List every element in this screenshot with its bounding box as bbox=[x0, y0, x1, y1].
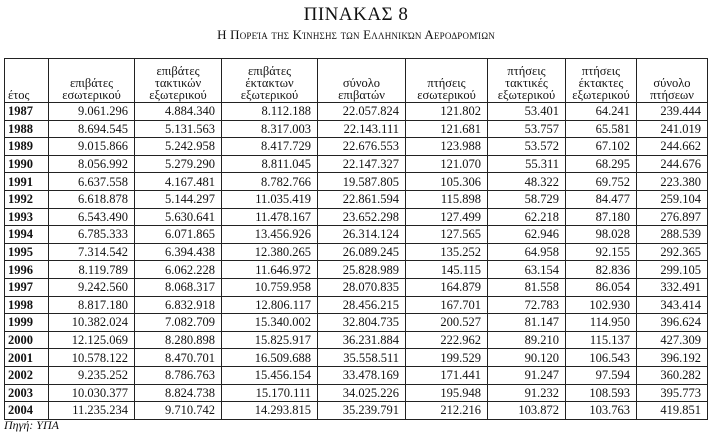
value-cell: 419.851 bbox=[637, 402, 708, 420]
value-cell: 8.470.701 bbox=[135, 349, 222, 367]
year-cell: 1993 bbox=[5, 208, 49, 226]
value-cell: 33.478.169 bbox=[318, 366, 406, 384]
value-cell: 6.394.438 bbox=[135, 243, 222, 261]
column-header: επιβάτες τακτικών εξωτερικού bbox=[135, 59, 222, 103]
value-cell: 10.030.377 bbox=[49, 384, 135, 402]
value-cell: 244.676 bbox=[637, 155, 708, 173]
value-cell: 64.958 bbox=[488, 243, 566, 261]
value-cell: 25.828.989 bbox=[318, 261, 406, 279]
value-cell: 11.478.167 bbox=[222, 208, 318, 226]
year-cell: 2004 bbox=[5, 402, 49, 420]
table-row bbox=[5, 261, 708, 279]
value-cell: 34.025.226 bbox=[318, 384, 406, 402]
column-header: πτήσεις τακτικές εξωτερικού bbox=[488, 59, 566, 103]
value-cell: 6.543.490 bbox=[49, 208, 135, 226]
value-cell: 84.477 bbox=[566, 190, 637, 208]
value-cell: 16.509.688 bbox=[222, 349, 318, 367]
column-header: σύνολο πτήσεων bbox=[637, 59, 708, 103]
value-cell: 299.105 bbox=[637, 261, 708, 279]
year-cell: 2001 bbox=[5, 349, 49, 367]
value-cell: 288.539 bbox=[637, 226, 708, 244]
value-cell: 5.144.297 bbox=[135, 190, 222, 208]
value-cell: 8.786.763 bbox=[135, 366, 222, 384]
value-cell: 82.836 bbox=[566, 261, 637, 279]
value-cell: 343.414 bbox=[637, 296, 708, 314]
value-cell: 97.594 bbox=[566, 366, 637, 384]
value-cell: 64.241 bbox=[566, 103, 637, 121]
value-cell: 22.143.111 bbox=[318, 120, 406, 138]
value-cell: 81.147 bbox=[488, 314, 566, 332]
table-row bbox=[5, 384, 708, 402]
table-row bbox=[5, 402, 708, 420]
value-cell: 259.104 bbox=[637, 190, 708, 208]
table-row bbox=[5, 155, 708, 173]
table-row bbox=[5, 296, 708, 314]
value-cell: 55.311 bbox=[488, 155, 566, 173]
value-cell: 15.340.002 bbox=[222, 314, 318, 332]
table-row bbox=[5, 314, 708, 332]
column-header: επιβάτες εσωτερικού bbox=[49, 59, 135, 103]
value-cell: 12.380.265 bbox=[222, 243, 318, 261]
value-cell: 14.293.815 bbox=[222, 402, 318, 420]
value-cell: 91.247 bbox=[488, 366, 566, 384]
value-cell: 108.593 bbox=[566, 384, 637, 402]
value-cell: 332.491 bbox=[637, 278, 708, 296]
value-cell: 11.235.234 bbox=[49, 402, 135, 420]
table-row bbox=[5, 173, 708, 191]
value-cell: 8.417.729 bbox=[222, 138, 318, 156]
value-cell: 86.054 bbox=[566, 278, 637, 296]
value-cell: 103.872 bbox=[488, 402, 566, 420]
value-cell: 35.558.511 bbox=[318, 349, 406, 367]
column-header: σύνολο επιβατών bbox=[318, 59, 406, 103]
value-cell: 360.282 bbox=[637, 366, 708, 384]
value-cell: 68.295 bbox=[566, 155, 637, 173]
value-cell: 28.070.835 bbox=[318, 278, 406, 296]
table-title: ΠΙΝΑΚΑΣ 8 bbox=[303, 4, 409, 25]
value-cell: 239.444 bbox=[637, 103, 708, 121]
value-cell: 22.147.327 bbox=[318, 155, 406, 173]
year-cell: 1989 bbox=[5, 138, 49, 156]
table-header-row bbox=[5, 59, 708, 103]
value-cell: 8.317.003 bbox=[222, 120, 318, 138]
column-header: επιβάτες έκτακτων εξωτερικού bbox=[222, 59, 318, 103]
value-cell: 195.948 bbox=[406, 384, 488, 402]
value-cell: 62.218 bbox=[488, 208, 566, 226]
value-cell: 114.950 bbox=[566, 314, 637, 332]
value-cell: 26.089.245 bbox=[318, 243, 406, 261]
value-cell: 244.662 bbox=[637, 138, 708, 156]
value-cell: 127.565 bbox=[406, 226, 488, 244]
value-cell: 72.783 bbox=[488, 296, 566, 314]
value-cell: 115.898 bbox=[406, 190, 488, 208]
value-cell: 7.082.709 bbox=[135, 314, 222, 332]
value-cell: 63.154 bbox=[488, 261, 566, 279]
value-cell: 15.456.154 bbox=[222, 366, 318, 384]
column-header: έτος bbox=[5, 59, 49, 103]
value-cell: 91.232 bbox=[488, 384, 566, 402]
value-cell: 9.235.252 bbox=[49, 366, 135, 384]
data-table bbox=[4, 58, 708, 420]
year-cell: 1991 bbox=[5, 173, 49, 191]
value-cell: 15.170.111 bbox=[222, 384, 318, 402]
value-cell: 164.879 bbox=[406, 278, 488, 296]
value-cell: 102.930 bbox=[566, 296, 637, 314]
value-cell: 10.578.122 bbox=[49, 349, 135, 367]
value-cell: 11.035.419 bbox=[222, 190, 318, 208]
value-cell: 171.441 bbox=[406, 366, 488, 384]
table-row bbox=[5, 103, 708, 121]
value-cell: 167.701 bbox=[406, 296, 488, 314]
value-cell: 6.062.228 bbox=[135, 261, 222, 279]
value-cell: 36.231.884 bbox=[318, 331, 406, 349]
value-cell: 6.618.878 bbox=[49, 190, 135, 208]
value-cell: 9.015.866 bbox=[49, 138, 135, 156]
year-cell: 1994 bbox=[5, 226, 49, 244]
value-cell: 5.630.641 bbox=[135, 208, 222, 226]
value-cell: 11.646.972 bbox=[222, 261, 318, 279]
table-row bbox=[5, 120, 708, 138]
value-cell: 200.527 bbox=[406, 314, 488, 332]
value-cell: 9.061.296 bbox=[49, 103, 135, 121]
year-cell: 2000 bbox=[5, 331, 49, 349]
value-cell: 10.382.024 bbox=[49, 314, 135, 332]
value-cell: 53.401 bbox=[488, 103, 566, 121]
value-cell: 12.125.069 bbox=[49, 331, 135, 349]
year-cell: 2003 bbox=[5, 384, 49, 402]
value-cell: 106.543 bbox=[566, 349, 637, 367]
year-cell: 1990 bbox=[5, 155, 49, 173]
year-cell: 1987 bbox=[5, 103, 49, 121]
table-row bbox=[5, 331, 708, 349]
value-cell: 26.314.124 bbox=[318, 226, 406, 244]
value-cell: 8.824.738 bbox=[135, 384, 222, 402]
table-row bbox=[5, 278, 708, 296]
value-cell: 395.773 bbox=[637, 384, 708, 402]
value-cell: 292.365 bbox=[637, 243, 708, 261]
value-cell: 105.306 bbox=[406, 173, 488, 191]
table-row bbox=[5, 138, 708, 156]
value-cell: 123.988 bbox=[406, 138, 488, 156]
value-cell: 8.056.992 bbox=[49, 155, 135, 173]
value-cell: 5.242.958 bbox=[135, 138, 222, 156]
value-cell: 223.380 bbox=[637, 173, 708, 191]
value-cell: 90.120 bbox=[488, 349, 566, 367]
year-cell: 1998 bbox=[5, 296, 49, 314]
value-cell: 8.119.789 bbox=[49, 261, 135, 279]
value-cell: 4.167.481 bbox=[135, 173, 222, 191]
value-cell: 69.752 bbox=[566, 173, 637, 191]
value-cell: 89.210 bbox=[488, 331, 566, 349]
value-cell: 396.624 bbox=[637, 314, 708, 332]
value-cell: 212.216 bbox=[406, 402, 488, 420]
year-cell: 1988 bbox=[5, 120, 49, 138]
value-cell: 53.572 bbox=[488, 138, 566, 156]
value-cell: 53.757 bbox=[488, 120, 566, 138]
value-cell: 8.817.180 bbox=[49, 296, 135, 314]
value-cell: 222.962 bbox=[406, 331, 488, 349]
table-row bbox=[5, 366, 708, 384]
table-row bbox=[5, 208, 708, 226]
value-cell: 115.137 bbox=[566, 331, 637, 349]
value-cell: 8.782.766 bbox=[222, 173, 318, 191]
year-cell: 1999 bbox=[5, 314, 49, 332]
value-cell: 81.558 bbox=[488, 278, 566, 296]
value-cell: 8.280.898 bbox=[135, 331, 222, 349]
value-cell: 135.252 bbox=[406, 243, 488, 261]
value-cell: 145.115 bbox=[406, 261, 488, 279]
table-row bbox=[5, 190, 708, 208]
value-cell: 396.192 bbox=[637, 349, 708, 367]
value-cell: 62.946 bbox=[488, 226, 566, 244]
value-cell: 9.242.560 bbox=[49, 278, 135, 296]
column-header: πτήσεις έκτακτες εξωτερικού bbox=[566, 59, 637, 103]
value-cell: 67.102 bbox=[566, 138, 637, 156]
value-cell: 98.028 bbox=[566, 226, 637, 244]
value-cell: 19.587.805 bbox=[318, 173, 406, 191]
value-cell: 58.729 bbox=[488, 190, 566, 208]
value-cell: 9.710.742 bbox=[135, 402, 222, 420]
value-cell: 32.804.735 bbox=[318, 314, 406, 332]
value-cell: 65.581 bbox=[566, 120, 637, 138]
value-cell: 6.637.558 bbox=[49, 173, 135, 191]
value-cell: 23.652.298 bbox=[318, 208, 406, 226]
value-cell: 276.897 bbox=[637, 208, 708, 226]
value-cell: 87.180 bbox=[566, 208, 637, 226]
year-cell: 1992 bbox=[5, 190, 49, 208]
value-cell: 4.884.340 bbox=[135, 103, 222, 121]
value-cell: 7.314.542 bbox=[49, 243, 135, 261]
value-cell: 427.309 bbox=[637, 331, 708, 349]
year-cell: 1995 bbox=[5, 243, 49, 261]
value-cell: 5.279.290 bbox=[135, 155, 222, 173]
value-cell: 6.071.865 bbox=[135, 226, 222, 244]
year-cell: 2002 bbox=[5, 366, 49, 384]
value-cell: 8.811.045 bbox=[222, 155, 318, 173]
value-cell: 15.825.917 bbox=[222, 331, 318, 349]
value-cell: 5.131.563 bbox=[135, 120, 222, 138]
value-cell: 8.068.317 bbox=[135, 278, 222, 296]
value-cell: 12.806.117 bbox=[222, 296, 318, 314]
value-cell: 8.694.545 bbox=[49, 120, 135, 138]
table-row bbox=[5, 243, 708, 261]
value-cell: 92.155 bbox=[566, 243, 637, 261]
value-cell: 127.499 bbox=[406, 208, 488, 226]
value-cell: 103.763 bbox=[566, 402, 637, 420]
column-header: πτήσεις εσωτερικού bbox=[406, 59, 488, 103]
value-cell: 13.456.926 bbox=[222, 226, 318, 244]
source-note: Πηγή: ΥΠΑ bbox=[4, 418, 59, 432]
value-cell: 8.112.188 bbox=[222, 103, 318, 121]
value-cell: 241.019 bbox=[637, 120, 708, 138]
value-cell: 22.057.824 bbox=[318, 103, 406, 121]
value-cell: 28.456.215 bbox=[318, 296, 406, 314]
table-row bbox=[5, 226, 708, 244]
year-cell: 1997 bbox=[5, 278, 49, 296]
value-cell: 10.759.958 bbox=[222, 278, 318, 296]
value-cell: 121.070 bbox=[406, 155, 488, 173]
value-cell: 6.832.918 bbox=[135, 296, 222, 314]
value-cell: 6.785.333 bbox=[49, 226, 135, 244]
value-cell: 121.802 bbox=[406, 103, 488, 121]
value-cell: 35.239.791 bbox=[318, 402, 406, 420]
value-cell: 22.676.553 bbox=[318, 138, 406, 156]
table-subtitle: Η Πορεία της Κίνησης των Ελληνικών Αεροδρομίων bbox=[217, 27, 495, 42]
value-cell: 48.322 bbox=[488, 173, 566, 191]
table-body bbox=[5, 103, 708, 420]
value-cell: 199.529 bbox=[406, 349, 488, 367]
value-cell: 121.681 bbox=[406, 120, 488, 138]
year-cell: 1996 bbox=[5, 261, 49, 279]
value-cell: 22.861.594 bbox=[318, 190, 406, 208]
table-row bbox=[5, 349, 708, 367]
